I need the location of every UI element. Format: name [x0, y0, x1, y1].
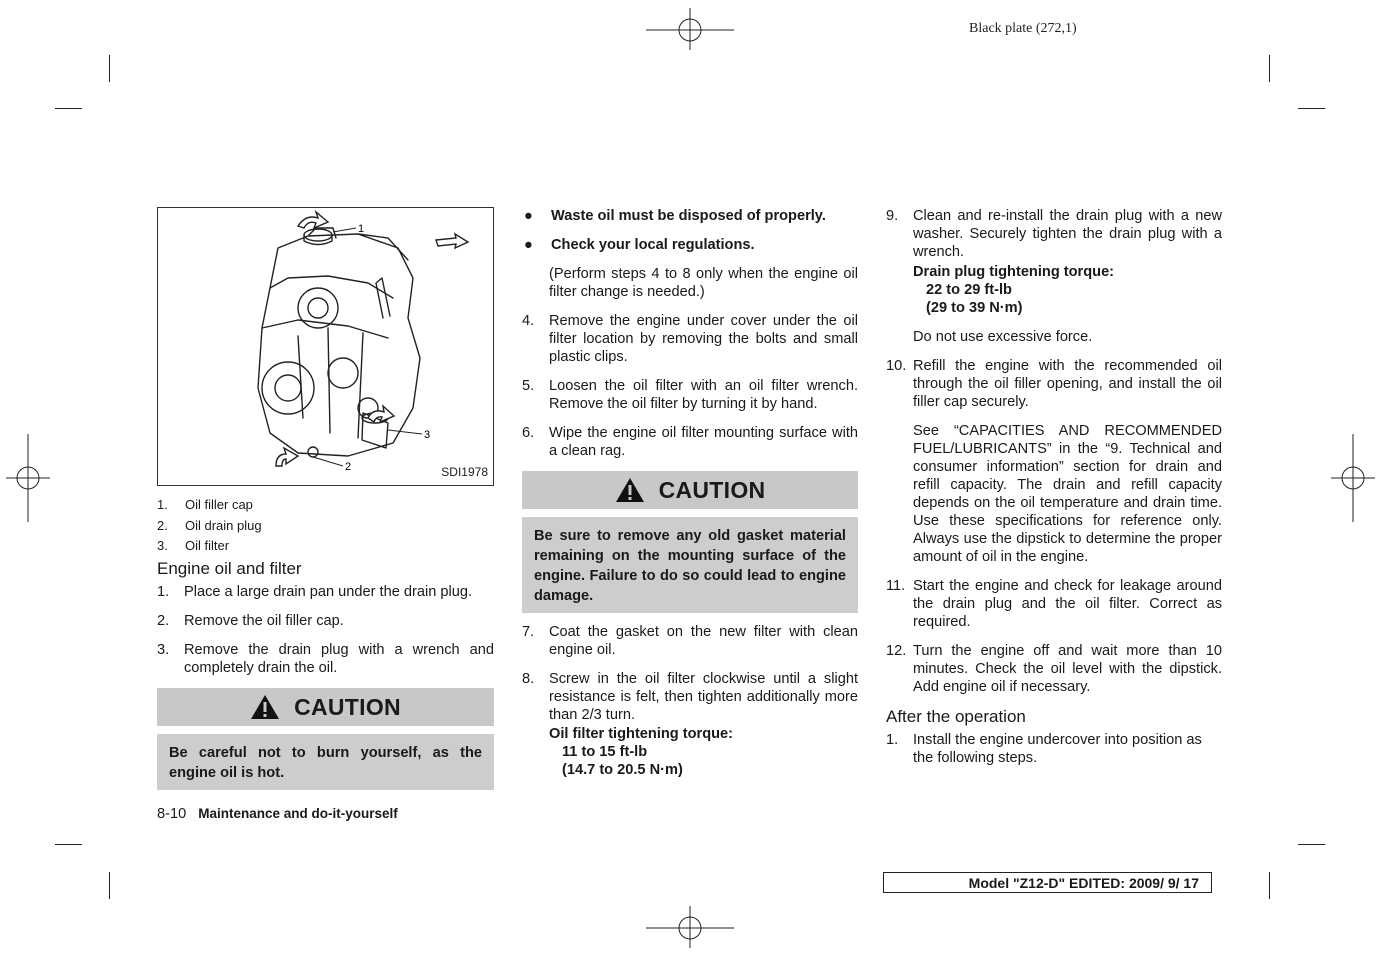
registration-mark-bottom: [646, 904, 736, 952]
step-item: 9. Clean and re-install the drain plug with a new washer. Securely tighten the drain plug with a wrench.: [886, 208, 1222, 260]
caution-box: [157, 688, 494, 790]
caution-text: Be sure to remove any old gasket material remaining on the mounting surface of the engine. Failure to do so could lead to engine damage.: [522, 517, 858, 613]
caption-item: 1. Oil filler cap: [157, 497, 253, 512]
caution-title: CAUTION: [294, 693, 401, 720]
callout-2: 2: [345, 461, 352, 473]
caution-header: [522, 471, 858, 509]
section-title: Maintenance and do-it-yourself: [198, 806, 398, 821]
registration-mark-right: [1329, 434, 1377, 524]
column-middle: [522, 207, 858, 790]
step-item: 8. Screw in the oil filter clockwise until a slight resistance is felt, then tighten additionally more than 2/3 turn.: [522, 671, 858, 723]
callout-3: 3: [424, 429, 431, 441]
plate-label: Black plate (272,1): [969, 21, 1077, 36]
force-note: Do not use excessive force.: [913, 329, 1093, 345]
step-item: 7. Coat the gasket on the new filter with clean engine oil.: [522, 624, 858, 658]
torque-value: 11 to 15 ft-lb: [562, 744, 648, 760]
column-left: [157, 207, 494, 800]
note-paragraph: (Perform steps 4 to 8 only when the engine oil filter change is needed.): [549, 266, 858, 300]
caution-header: [157, 688, 494, 726]
step-item: 4. Remove the engine under cover under the oil filter location by removing the bolts and small plastic clips.: [522, 313, 858, 365]
column-right: [886, 207, 1222, 778]
step-item: 2. Remove the oil filler cap.: [157, 612, 344, 629]
section-heading-engine-oil: Engine oil and filter: [157, 558, 302, 578]
model-edit-box: Model "Z12-D" EDITED: 2009/ 9/ 17: [883, 872, 1212, 893]
step-item: 1. Place a large drain pan under the drain plug.: [157, 583, 473, 600]
step-item: 12. Turn the engine off and wait more than 10 minutes. Check the oil level with the dipstick. Add engine oil if necessary.: [886, 643, 1222, 695]
torque-value: 22 to 29 ft-lb: [926, 282, 1012, 298]
step-item: 10. Refill the engine with the recommended oil through the oil filler opening, and install the oil filler cap securely.: [886, 358, 1222, 410]
caption-item: 2. Oil drain plug: [157, 517, 262, 533]
caution-box: [522, 471, 858, 613]
registration-mark-top: [646, 6, 736, 50]
torque-value-metric: (14.7 to 20.5 N·m): [562, 762, 683, 778]
bullet-item: ● Check your local regulations.: [524, 237, 755, 253]
warning-icon: [250, 694, 280, 720]
step-item: 1. Install the engine undercover into position as the following steps.: [886, 732, 1202, 766]
figure-captions: [157, 495, 494, 557]
torque-value-metric: (29 to 39 N·m): [926, 300, 1023, 316]
callout-1: 1: [358, 223, 365, 235]
torque-label: Drain plug tightening torque:: [913, 264, 1115, 280]
page-number: 8-10: [157, 806, 187, 822]
engine-figure: [157, 207, 494, 486]
engine-illustration: [158, 208, 493, 485]
torque-spec: [522, 725, 858, 779]
step-item: 11. Start the engine and check for leakage around the drain plug and the oil filter. Correct as required.: [886, 578, 1222, 630]
torque-spec: [886, 263, 1222, 317]
torque-label: Oil filter tightening torque:: [549, 726, 734, 742]
caution-title: CAUTION: [658, 477, 766, 503]
section-heading-after-operation: After the operation: [886, 707, 1026, 726]
caption-item: 3. Oil filter: [157, 538, 230, 553]
step-item: 3. Remove the drain plug with a wrench and completely drain the oil.: [157, 641, 494, 676]
page-footer: [157, 806, 398, 822]
caution-text: Be careful not to burn yourself, as the engine oil is hot.: [157, 734, 494, 790]
registration-mark-left: [4, 434, 52, 524]
warning-icon: [615, 477, 645, 503]
bullet-dot: ●: [524, 208, 533, 224]
figure-code: SDI1978: [441, 465, 488, 479]
step-item: 5. Loosen the oil filter with an oil filter wrench. Remove the oil filter by turning it by hand.: [522, 378, 858, 412]
capacity-note: See “CAPACITIES AND RECOMMENDED FUEL/LUBRICANTS” in the “9. Technical and consumer information” section for drain and refill capacity. The drain and refill capacity depends on the oil temperature and drain time. Use these specifications for reference only. Always use the dipstick to determine the proper amount of oil in the engine.: [913, 423, 1222, 565]
bullet-dot: ●: [524, 237, 533, 253]
step-item: 6. Wipe the engine oil filter mounting surface with a clean rag.: [522, 425, 858, 459]
bullet-item: ● Waste oil must be disposed of properly.: [524, 208, 826, 224]
